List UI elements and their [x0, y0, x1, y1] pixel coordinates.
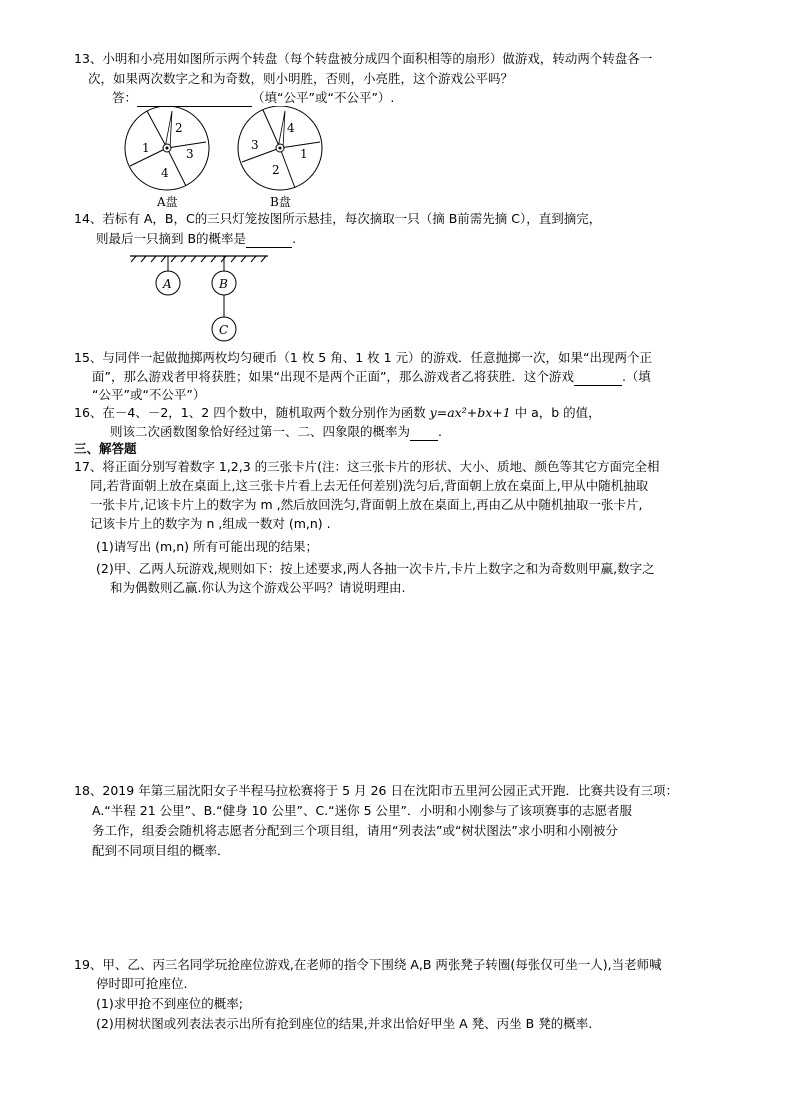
- section-heading: 三、解答题: [74, 441, 137, 456]
- q13-answer-blank[interactable]: [137, 91, 252, 107]
- q13-line2: 次，如果两次数字之和为奇数，则小明胜，否则，小亮胜，这个游戏公平吗？: [88, 71, 514, 86]
- q13-answer-suffix: （填“公平”或“不公平”）.: [252, 90, 395, 105]
- q15-line2-suffix: .（填: [621, 369, 651, 384]
- q17-sub2-line1: (2)甲、乙两人玩游戏,规则如下：按上述要求,两人各抽一次卡片,卡片上数字之和为奇数则甲赢,数字之: [96, 561, 655, 576]
- q14-line2: [96, 230, 296, 248]
- q17-sub1: (1)请写出 (m,n) 所有可能出现的结果；: [96, 539, 318, 554]
- q16-answer-blank[interactable]: [410, 425, 438, 441]
- q18-line3: 务工作，组委会随机将志愿者分配到三个项目组，请用“列表法”或“树状图法”求小明和小刚被分: [92, 823, 618, 838]
- q15-line3: “公平”或“不公平”）: [92, 387, 206, 402]
- q13-answer-prefix: 答：: [112, 90, 138, 105]
- q16-function: y=ax²+bx+1: [429, 405, 511, 420]
- q15-line1: 15、与同伴一起做抛掷两枚均匀硬币（1 枚 5 角、1 枚 1 元）的游戏．任意抛掷一次，如果“出现两个正: [74, 350, 653, 365]
- disk-a-number-1: 1: [142, 141, 150, 155]
- disk-a-number-4: 4: [161, 166, 169, 180]
- q17-line4: 记该卡片上的数字为 n ,组成一数对 (m,n) .: [90, 516, 331, 531]
- disk-b-number-4: 4: [287, 121, 295, 135]
- q15-line2-prefix: 面”，那么游戏者甲将获胜；如果“出现不是两个正面”，那么游戏者乙将获胜．这个游戏: [92, 369, 574, 384]
- lanterns-figure: [128, 248, 273, 344]
- lantern-c-label: C: [219, 323, 229, 337]
- disk-b-number-2: 2: [272, 163, 280, 177]
- q15-answer-blank[interactable]: [574, 370, 622, 386]
- q19-sub2: (2)用树状图或列表法表示出所有抢到座位的结果,并求出恰好甲坐 A 凳、丙坐 B 凳的概率.: [96, 1016, 593, 1031]
- q18-line4: 配到不同项目组的概率．: [92, 843, 230, 858]
- q16-line1: [74, 404, 601, 422]
- q16-line1-suffix: 中 a，b 的值，: [510, 405, 601, 420]
- q14-line2-suffix: .: [292, 231, 297, 246]
- q19-line1: 19、甲、乙、丙三名同学玩抢座位游戏,在老师的指令下围绕 A,B 两张凳子转圈(每张仅可坐一人),当老师喊: [74, 957, 662, 972]
- lantern-b-label: B: [219, 277, 228, 291]
- q14-line1: 14、若标有 A，B，C的三只灯笼按图所示悬挂，每次摘取一只（摘 B前需先摘 C），直到摘完，: [74, 211, 602, 226]
- q17-line2: 同,若背面朝上放在桌面上,这三张卡片看上去无任何差别)洗匀后,背面朝上放在桌面上,甲从中随机抽取: [90, 478, 649, 493]
- disk-b-label: B盘: [270, 195, 291, 209]
- disk-a-number-3: 3: [186, 147, 194, 161]
- q13-answer-line: [112, 89, 394, 107]
- disk-b-number-3: 3: [251, 138, 259, 152]
- disk-a: [125, 106, 209, 190]
- q17-line3: 一张卡片,记该卡片上的数字为 m ,然后放回洗匀,背面朝上放在桌面上,再由乙从中随机抽取一张卡片,: [90, 497, 643, 512]
- q18-line2: A.“半程 21 公里”、B.“健身 10 公里”、C.“迷你 5 公里”．小明和小刚参与了该项赛事的志愿者服: [92, 803, 633, 818]
- q14-line2-prefix: 则最后一只摘到 B的概率是: [96, 231, 247, 246]
- q17-line1: 17、将正面分别写着数字 1,2,3 的三张卡片(注：这三张卡片的形状、大小、质地、颜色等其它方面完全相: [74, 459, 660, 474]
- lantern-a-label: A: [163, 277, 172, 291]
- q16-line1-prefix: 16、在－4、－2，1、2 四个数中，随机取两个数分别作为函数: [74, 405, 430, 420]
- q18-line1: 18、2019 年第三届沈阳女子半程马拉松赛将于 5 月 26 日在沈阳市五里河公园正式开跑．比赛共设有三项：: [74, 783, 678, 798]
- q16-line2-suffix: .: [438, 424, 442, 439]
- disk-a-label: A盘: [157, 195, 178, 209]
- disk-b: [238, 106, 322, 190]
- q19-sub1: (1)求甲抢不到座位的概率;: [96, 996, 243, 1011]
- spinners-figure: [120, 106, 330, 212]
- q13-line1: 13、小明和小亮用如图所示两个转盘（每个转盘被分成四个面积相等的扇形）做游戏，转动两个转盘各一: [74, 51, 653, 66]
- disk-a-number-2: 2: [175, 121, 183, 135]
- disk-b-number-1: 1: [300, 147, 308, 161]
- q19-line2: 停时即可抢座位.: [96, 976, 188, 991]
- q15-line2: [92, 368, 651, 386]
- q17-sub2-line2: 和为偶数则乙赢.你认为这个游戏公平吗？请说明理由.: [110, 580, 406, 595]
- q16-line2-prefix: 则该二次函数图象恰好经过第一、二、四象限的概率为: [110, 424, 411, 439]
- q14-answer-blank[interactable]: [246, 232, 292, 248]
- q16-line2: [110, 423, 442, 441]
